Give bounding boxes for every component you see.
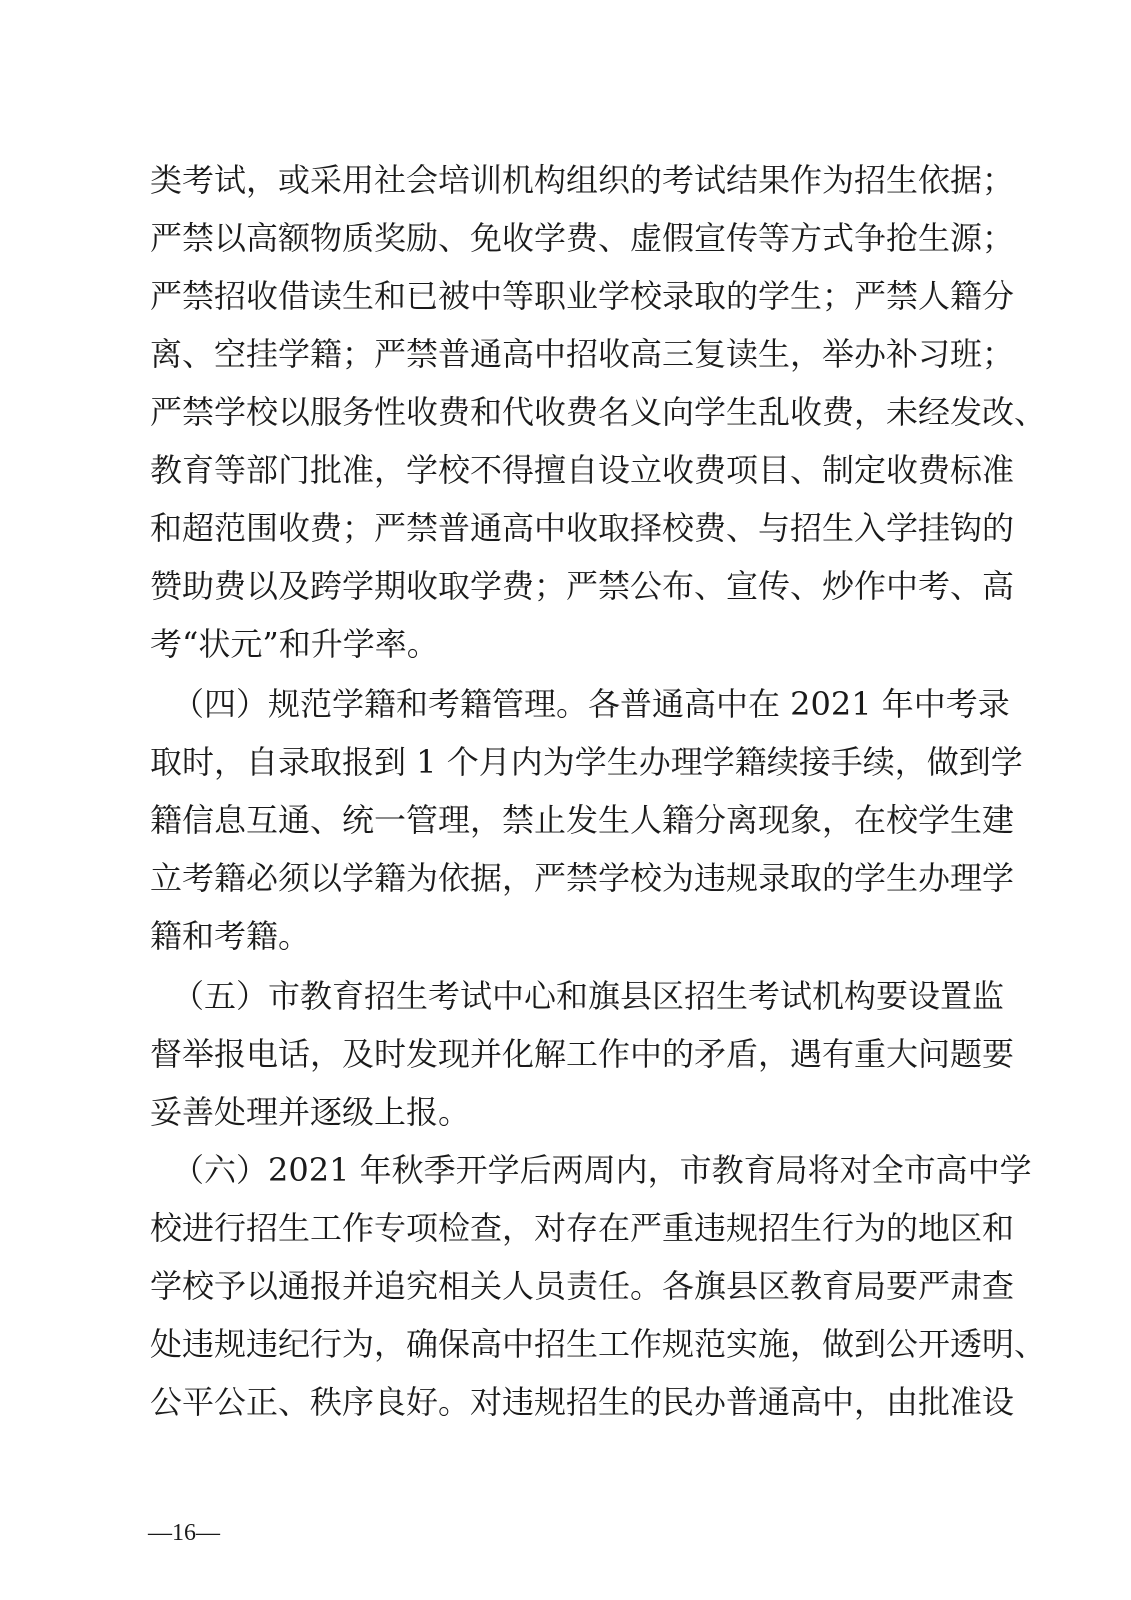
text-line: 督举报电话，及时发现并化解工作中的矛盾，遇有重大问题要: [150, 1035, 1015, 1073]
paragraph-start-line: （六）2021 年秋季开学后两周内，市教育局将对全市高中学: [172, 1151, 1032, 1189]
text-line: 取时，自录取报到 1 个月内为学生办理学籍续接手续，做到学: [150, 743, 1023, 781]
text-line: 立考籍必须以学籍为依据，严禁学校为违规录取的学生办理学: [150, 859, 1015, 897]
text-line: 妥善处理并逐级上报。: [150, 1093, 471, 1131]
text-line: 赞助费以及跨学期收取学费；严禁公布、宣传、炒作中考、高: [150, 567, 1015, 605]
text-line: 严禁以高额物质奖励、免收学费、虚假宣传等方式争抢生源；: [150, 219, 1015, 257]
paragraph-start-line: （五）市教育招生考试中心和旗县区招生考试机构要设置监: [172, 977, 1005, 1015]
text-line: 离、空挂学籍；严禁普通高中招收高三复读生，举办补习班；: [150, 335, 1015, 373]
text-line: 处违规违纪行为，确保高中招生工作规范实施，做到公开透明、: [150, 1325, 1047, 1363]
text-line: 籍和考籍。: [150, 917, 311, 955]
text-line: 严禁招收借读生和已被中等职业学校录取的学生；严禁人籍分: [150, 277, 1015, 315]
paragraph-start-line: （四）规范学籍和考籍管理。各普通高中在 2021 年中考录: [172, 685, 1010, 723]
text-line: 学校予以通报并追究相关人员责任。各旗县区教育局要严肃查: [150, 1267, 1015, 1305]
text-line: 公平公正、秩序良好。对违规招生的民办普通高中，由批准设: [150, 1383, 1015, 1421]
text-line: 教育等部门批准，学校不得擅自设立收费项目、制定收费标准: [150, 451, 1015, 489]
text-line: 考“状元”和升学率。: [150, 625, 439, 663]
text-line: 严禁学校以服务性收费和代收费名义向学生乱收费，未经发改、: [150, 393, 1047, 431]
text-line: 和超范围收费；严禁普通高中收取择校费、与招生入学挂钩的: [150, 509, 1015, 547]
text-line: 类考试，或采用社会培训机构组织的考试结果作为招生依据；: [150, 161, 1015, 199]
text-line: 校进行招生工作专项检查，对存在严重违规招生行为的地区和: [150, 1209, 1015, 1247]
text-line: 籍信息互通、统一管理，禁止发生人籍分离现象，在校学生建: [150, 801, 1015, 839]
page-number: —16—: [148, 1520, 220, 1546]
